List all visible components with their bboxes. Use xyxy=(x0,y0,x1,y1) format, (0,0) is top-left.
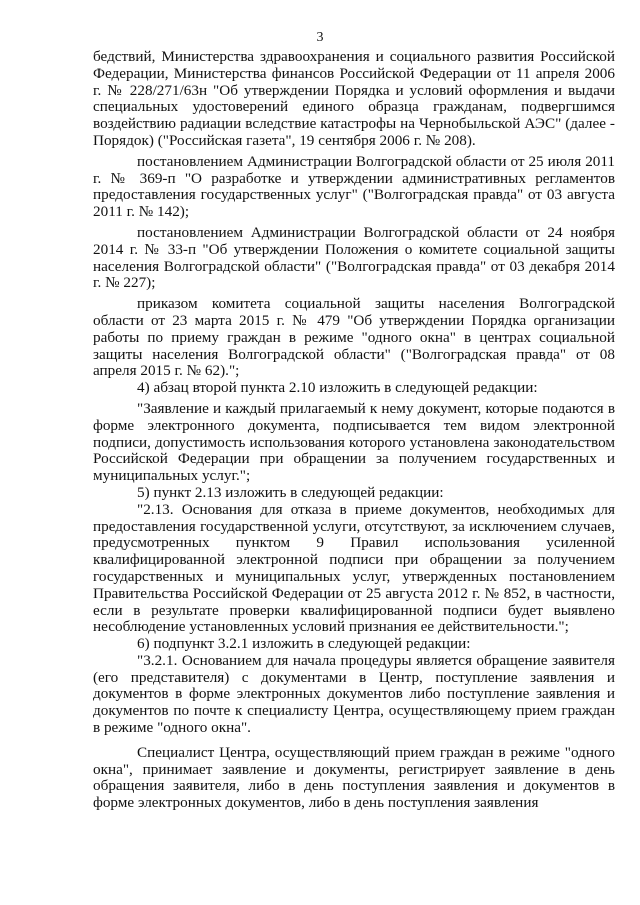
paragraph-decree-33: постановлением Администрации Волгоградской области от 24 ноября 2014 г. № 33-п "Об утверждении Положения о комитете социальной защиты населения Волгоградской области" ("Волгоградская правда" от 03 декабря 2014 г. № 227); xyxy=(93,223,615,292)
paragraph-item-5-text: "2.13. Основания для отказа в приеме документов, необходимых для предоставления государственной услуги, отсутствуют, за исключением случаев, предусмотренных пунктом 9 Правил использования усиленной квалифицированной электронной подписи при обращении за получением государственных и муниципальных услуг, утвержденных постановлением Правительства Российской Федерации от 25 августа 2012 г. № 852, в частности, если в результате проверки квалифицированной подписи будет выявлено несоблюдение установленных условий признания ее действительности."; xyxy=(93,500,615,636)
paragraph-item-4-text: "Заявление и каждый прилагаемый к нему документ, которые подаются в форме электронного документа, подписывается тем видом электронной подписи, допустимость использования которого установлена законодательством Российской Федерации при обращении за получением государственных и муниципальных услуг."; xyxy=(93,399,615,485)
paragraph-item-6-text: "3.2.1. Основанием для начала процедуры является обращение заявителя (его представителя) с документами в Центр, поступление заявления и документов в форме электронных документов либо поступление заявления и документов по почте к специалисту Центра, осуществляющему прием граждан в режиме "одного окна". xyxy=(93,651,615,737)
paragraph-item-4: 4) абзац второй пункта 2.10 изложить в следующей редакции: xyxy=(137,379,538,397)
page-number: 3 xyxy=(316,30,324,45)
paragraph-item-6: 6) подпункт 3.2.1 изложить в следующей редакции: xyxy=(137,635,471,653)
paragraph-specialist: Специалист Центра, осуществляющий прием граждан в режиме "одного окна", принимает заявление и документы, регистрирует заявление в день обращения заявителя, либо в день поступления заявления и документов в форме электронных документов, либо в день поступления заявления xyxy=(93,743,615,812)
paragraph-decree-369: постановлением Администрации Волгоградской области от 25 июля 2011 г. № 369-п "О разработке и утверждении административных регламентов предоставления государственных услуг" ("Волгоградская правда" от 03 августа 2011 г. № 142); xyxy=(93,152,615,221)
paragraph-order-479: приказом комитета социальной защиты населения Волгоградской области от 23 марта 2015 г. № 479 "Об утверждении Порядка организации работы по приему граждан в режиме "одного окна" в центрах социальной защиты населения Волгоградской области" ("Волгоградская правда" от 08 апреля 2015 г. № 62)."; xyxy=(93,295,615,380)
document-body xyxy=(93,49,615,812)
paragraph-item-5: 5) пункт 2.13 изложить в следующей редакции: xyxy=(137,483,444,501)
paragraph-continuation: бедствий, Министерства здравоохранения и социального развития Российской Федерации, Министерства финансов Российской Федерации от 11 апреля 2006 г. № 228/271/63н "Об утверждении Порядка и условий оформления и выдачи специальных удостоверений единого образца гражданам, подвергшимся воздействию радиации вследствие катастрофы на Чернобыльской АЭС" (далее - Порядок) ("Российская газета", 19 сентября 2006 г. № 208). xyxy=(93,48,615,149)
